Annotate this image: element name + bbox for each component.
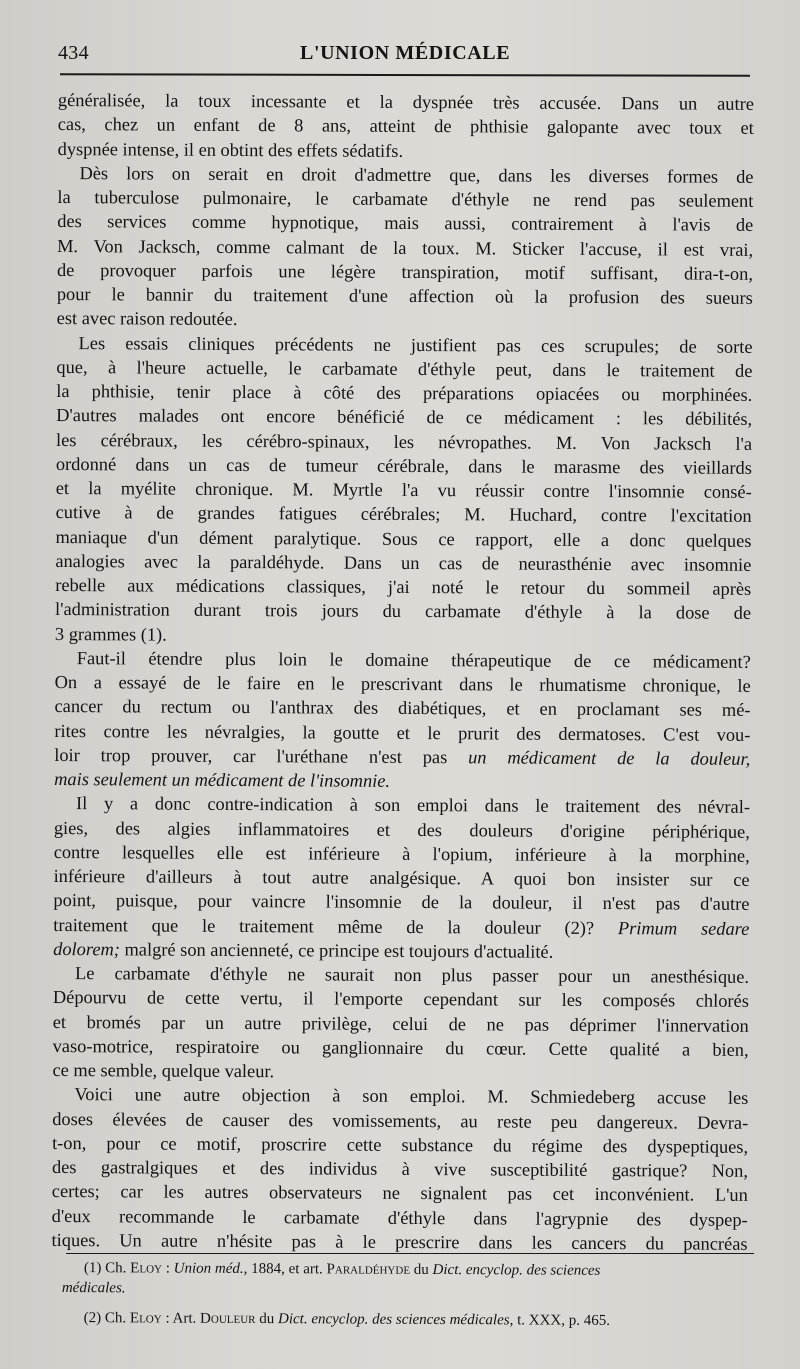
- text-line: certes; car les autres observateurs ne signalent pas cet inconvénient. L'un: [51, 1181, 748, 1206]
- text-line: des gastralgiques et des individus à vive susceptibilité gastrique? Non,: [51, 1156, 749, 1181]
- footnote-text: , t. XXX, p. 465.: [509, 1312, 611, 1329]
- paragraph-start-line: Le carbamate d'éthyle ne saurait non plus passer pour un anesthésique.: [75, 963, 750, 987]
- footnote-rule: [66, 1253, 754, 1254]
- footnote-text: du: [410, 1261, 433, 1278]
- italic-phrase: Primum sedare: [617, 917, 750, 939]
- text-line: et la myélite chronique. M. Myrtle l'a vu réussir contre l'insomnie consé-: [55, 477, 752, 502]
- text-line: analogies avec la paraldéhyde. Dans un cas de neurasthénie avec insomnie: [55, 550, 752, 575]
- footnote-marker: (2) Ch.: [83, 1310, 127, 1327]
- page-header: [58, 40, 753, 70]
- text-line: cutive à de grandes fatigues cérébrales; M. Huchard, contre l'excitation: [55, 502, 752, 527]
- text-run: malgré son ancienneté, ce principe est toujours d'actualité.: [119, 939, 554, 962]
- footnote-dictionary: médicales.: [61, 1279, 126, 1297]
- paragraph-start-line: Voici une autre objection à son emploi. M. Schmiedeberg accuse les: [74, 1084, 749, 1109]
- text-line: [53, 912, 749, 940]
- running-title: L'UNION MÉDICALE: [300, 42, 511, 64]
- text-line: D'autres malades ont encore bénéficié de ce médicament : les débilités,: [56, 405, 753, 430]
- footnote-article: Paraldéhyde: [326, 1261, 411, 1278]
- text-line: t-on, pour ce motif, proscrire cette substance du régime des dyspeptiques,: [52, 1132, 749, 1157]
- footnote-journal: Union méd.: [173, 1260, 244, 1277]
- body-text: [51, 88, 753, 1256]
- footnote-text: , 1884, et art.: [243, 1260, 323, 1278]
- footnote-text: : Art.: [161, 1310, 197, 1327]
- italic-phrase: mais seulement un médicament de l'insomnie.: [54, 768, 391, 791]
- text-line: et bromés par un autre privilège, celui de ne pas déprimer l'innervation: [52, 1011, 749, 1036]
- text-line: cas, chez un enfant de 8 ans, atteint de phthisie galopante avec toux et: [57, 114, 754, 139]
- text-line: rebelle aux médications classiques, j'ai noté le retour du sommeil après: [55, 574, 752, 599]
- footnote-author: Eloy: [129, 1310, 162, 1327]
- text-line: Dépourvu de cette vertu, il l'emporte cependant sur les composés chlorés: [52, 987, 749, 1012]
- text-line: ordonné dans un cas de tumeur cérébrale, dans le marasme des vieillards: [55, 453, 752, 478]
- text-line: point, puisque, pour vaincre l'insomnie de la douleur, il n'est pas d'autre: [53, 890, 750, 915]
- text-line: maniaque d'un dément paralytique. Sous ce rapport, elle a donc quelques: [55, 526, 752, 551]
- text-line: des services comme hypnotique, mais aussi, contrairement à l'avis de: [57, 211, 754, 236]
- text-line: gies, des algies inflammatoires et des douleurs d'origine périphérique,: [53, 817, 750, 842]
- footnote-article: Douleur: [200, 1310, 256, 1328]
- text-line: de provoquer parfois une légère transpiration, motif suffisant, dira-t-on,: [56, 259, 754, 284]
- text-line: la tuberculose pulmonaire, le carbamate d'éthyle ne rend pas seulement: [57, 186, 754, 211]
- paragraph-start-line: Il y a donc contre-indication à son emploi dans le traitement des névral-: [75, 793, 751, 818]
- footnote-marker: (1) Ch.: [83, 1260, 127, 1277]
- text-line: pour le bannir du traitement d'une affection où la profusion des sueurs: [56, 283, 753, 308]
- italic-phrase: dolorem;: [53, 938, 120, 960]
- text-line: dyspnée intense, il en obtint des effets sédatifs.: [57, 138, 404, 161]
- italic-phrase: un médicament de la douleur,: [468, 747, 751, 769]
- text-line: tiques. Un autre n'hésite pas à le prescrire dans les cancers du pancréas: [51, 1229, 748, 1254]
- text-line: M. Von Jacksch, comme calmant de la toux. M. Sticker l'accuse, il est vrai,: [57, 235, 754, 260]
- text-line: d'eux recommande le carbamate d'éthyle dans l'agrypnie des dyspep-: [51, 1205, 748, 1230]
- footnote-dictionary: Dict. encyclop. des sciences médicales: [277, 1311, 510, 1329]
- footnote-text: du: [255, 1311, 279, 1328]
- text-run: traitement que le traitement même de la douleur (2)?: [53, 914, 618, 938]
- text-line: les cérébraux, les cérébro-spinaux, les névropathes. M. Von Jacksch l'a: [55, 429, 753, 454]
- page-number: 434: [58, 42, 89, 64]
- paragraph-start-line: Dès lors on serait en droit d'admettre que, dans les diverses formes de: [79, 162, 754, 187]
- paragraph-start-line: Les essais cliniques précédents ne justifient pas ces scrupules; de sorte: [78, 332, 753, 357]
- text-line: contre lesquelles elle est inférieure à l'opium, inférieure à la morphine,: [53, 841, 750, 866]
- footnotes: [62, 1259, 754, 1333]
- footnote-2: [62, 1309, 754, 1333]
- header-rule: [60, 73, 750, 76]
- text-line: est avec raison redoutée.: [56, 308, 238, 330]
- footnote-text: :: [161, 1260, 174, 1277]
- text-line: l'administration durant trois jours du carbamate d'éthyle à la dose de: [55, 599, 752, 624]
- text-line: doses élevées de causer des vomissements, au reste peu dangereux. Devra-: [52, 1108, 749, 1133]
- text-line: généralisée, la toux incessante et la dyspnée très accusée. Dans un autre: [57, 89, 754, 114]
- paragraph-start-line: Faut-il étendre plus loin le domaine thérapeutique de ce médicament?: [76, 647, 751, 672]
- footnote-dictionary: Dict. encyclop. des sciences: [432, 1261, 601, 1279]
- text-line: cancer du rectum ou l'anthrax des diabétiques, et en proclamant ses mé-: [54, 696, 751, 721]
- text-line: inférieure d'ailleurs à tout autre analgésique. A quoi bon insister sur ce: [53, 865, 750, 890]
- text-line: rites contre les névralgies, la goutte et le prurit des dermatoses. C'est vou-: [54, 720, 751, 745]
- text-line: ce me semble, quelque valeur.: [52, 1059, 275, 1082]
- footnote-author: Eloy: [130, 1260, 163, 1277]
- text-run: loir trop prouver, car l'uréthane n'est pas: [54, 744, 469, 768]
- text-line: que, à l'heure actuelle, le carbamate d'éthyle peut, dans le traitement de: [56, 356, 753, 381]
- text-line: vaso-motrice, respiratoire ou ganglionnaire du cœur. Cette qualité a bien,: [52, 1035, 749, 1060]
- text-line: la phthisie, tenir place à côté des préparations opiacées ou morphinées.: [56, 380, 753, 405]
- text-line: On a essayé de le faire en le prescrivant dans le rhumatisme chronique, le: [54, 671, 751, 696]
- text-line: 3 grammes (1).: [54, 623, 167, 645]
